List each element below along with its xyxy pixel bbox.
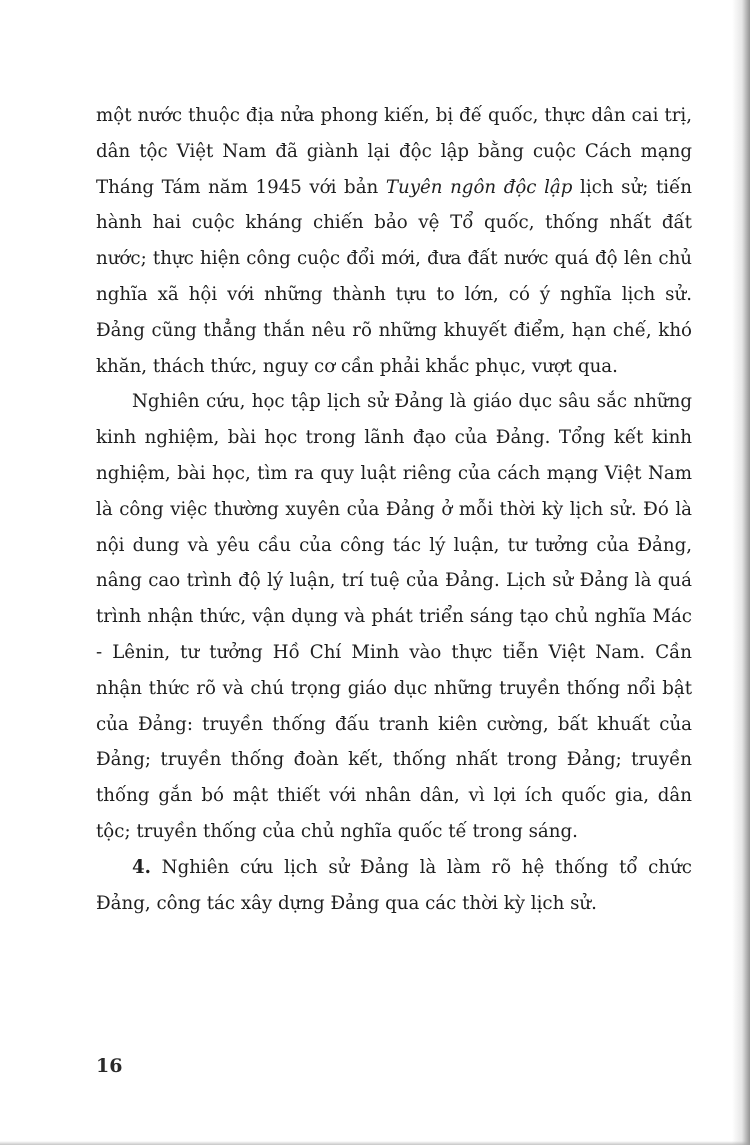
paragraph-3 bbox=[96, 850, 692, 922]
paragraph-3-text: Nghiên cứu lịch sử Đảng là làm rõ hệ thống tổ chức Đảng, công tác xây dựng Đảng qua các thời kỳ lịch sử. bbox=[96, 856, 692, 914]
page-bottom-edge bbox=[0, 1141, 750, 1145]
paragraph-1-italic-title: Tuyên ngôn độc lập bbox=[385, 176, 573, 198]
paragraph-1-text-start: một nước thuộc địa nửa phong kiến, bị đế quốc, thực dân cai trị, dân tộc Việt Nam đã giành lại độc lập bằng cuộc Cách mạng Tháng Tám năm 1945 với bản bbox=[96, 105, 692, 198]
paragraph-2: Nghiên cứu, học tập lịch sử Đảng là giáo dục sâu sắc những kinh nghiệm, bài học trong lãnh đạo của Đảng. Tổng kết kinh nghiệm, bài học, tìm ra quy luật riêng của cách mạng Việt Nam là công việc thường xuyên của Đảng ở mỗi thời kỳ lịch sử. Đó là nội dung và yêu cầu của công tác lý luận, tư tưởng của Đảng, nâng cao trình độ lý luận, trí tuệ của Đảng. Lịch sử Đảng là quá trình nhận thức, vận dụng và phát triển sáng tạo chủ nghĩa Mác - Lênin, tư tưởng Hồ Chí Minh vào thực tiễn Việt Nam. Cần nhận thức rõ và chú trọng giáo dục những truyền thống nổi bật của Đảng: truyền thống đấu tranh kiên cường, bất khuất của Đảng; truyền thống đoàn kết, thống nhất trong Đảng; truyền thống gắn bó mật thiết với nhân dân, vì lợi ích quốc gia, dân tộc; truyền thống của chủ nghĩa quốc tế trong sáng. bbox=[96, 391, 692, 842]
paragraph-3-number: 4. bbox=[132, 856, 151, 878]
page-edge-shadow bbox=[732, 0, 750, 1145]
page-number: 16 bbox=[96, 1055, 123, 1077]
page-body-text bbox=[96, 98, 692, 921]
paragraph-1 bbox=[96, 98, 692, 384]
paragraph-1-text-end: lịch sử; tiến hành hai cuộc kháng chiến bảo vệ Tổ quốc, thống nhất đất nước; thực hiện công cuộc đổi mới, đưa đất nước quá độ lên chủ nghĩa xã hội với những thành tựu to lớn, có ý nghĩa lịch sử. Đảng cũng thẳng thắn nêu rõ những khuyết điểm, hạn chế, khó khăn, thách thức, nguy cơ cần phải khắc phục, vượt qua. bbox=[96, 176, 692, 377]
